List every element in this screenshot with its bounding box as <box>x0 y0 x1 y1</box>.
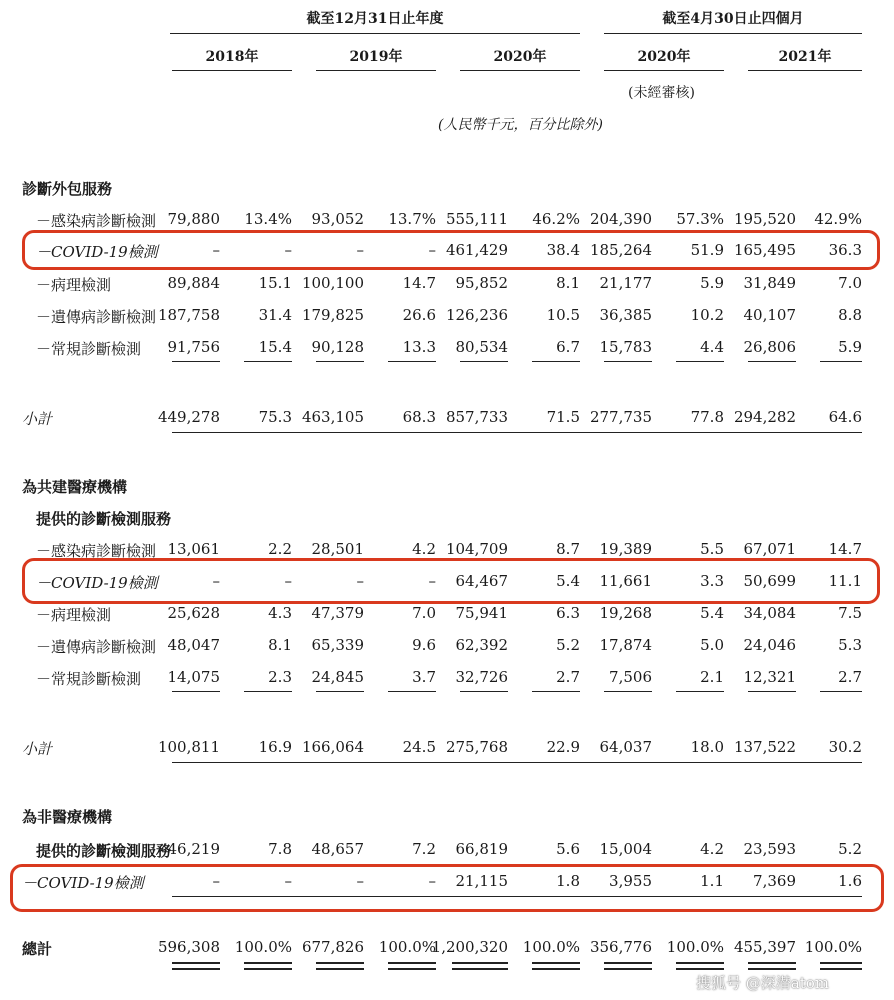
cell: 51.9 <box>690 241 724 259</box>
header-year-rule <box>460 70 580 71</box>
subtotal-rule <box>460 691 508 692</box>
header-year: 2020年 <box>637 49 691 65</box>
table-row <box>0 208 894 232</box>
subtotal-row <box>0 736 894 760</box>
row-label: －遺傳病診斷檢測 <box>36 308 157 326</box>
cell: – <box>428 572 436 590</box>
cell: 126,236 <box>445 306 508 324</box>
cell: 187,758 <box>157 306 220 324</box>
cell: 7,369 <box>753 872 796 890</box>
subtotal-rule <box>316 691 364 692</box>
section-outsourcing: 診斷外包服務 <box>22 180 113 198</box>
cell: 14.7 <box>402 274 436 292</box>
subtotal-rule <box>388 691 436 692</box>
cell: 19,268 <box>599 604 652 622</box>
cell: 3,955 <box>609 872 652 890</box>
cell: 7.2 <box>412 840 436 858</box>
subtotal-rule <box>604 691 652 692</box>
cell: 26.6 <box>402 306 436 324</box>
cell: 137,522 <box>733 738 796 756</box>
cell: 15.4 <box>258 338 292 356</box>
cell: 7.0 <box>412 604 436 622</box>
row-label: －感染病診斷檢測 <box>36 542 157 560</box>
cell: 64,467 <box>455 572 508 590</box>
highlight-box-covid <box>22 230 880 270</box>
cell: 19,389 <box>599 540 652 558</box>
section-non-medical: 為非醫療機構 <box>22 808 113 826</box>
cell: 2.2 <box>268 540 292 558</box>
cell: 104,709 <box>445 540 508 558</box>
cell: 14.7 <box>828 540 862 558</box>
cell: 2.7 <box>556 668 580 686</box>
cell: 46.2% <box>532 210 580 228</box>
cell: 13.3 <box>402 338 436 356</box>
subtotal-rule <box>244 691 292 692</box>
subtotal-rule <box>820 361 862 362</box>
cell: 4.2 <box>412 540 436 558</box>
cell: 165,495 <box>733 241 796 259</box>
cell: – <box>212 572 220 590</box>
cell: 77.8 <box>690 408 724 426</box>
row-label: 總計 <box>22 940 53 958</box>
subtotal-rule <box>532 361 580 362</box>
cell: – <box>356 241 364 259</box>
cell: 64,037 <box>599 738 652 756</box>
cell: 93,052 <box>311 210 364 228</box>
section-partner-institutions: 為共建醫療機構 <box>22 478 128 496</box>
cell: 100,100 <box>301 274 364 292</box>
subtotal-rule <box>748 691 796 692</box>
cell: 463,105 <box>301 408 364 426</box>
cell: 13,061 <box>167 540 220 558</box>
cell: 7.5 <box>838 604 862 622</box>
row-label: 提供的診斷檢測服務 <box>36 842 172 860</box>
row-label: －遺傳病診斷檢測 <box>36 638 157 656</box>
cell: 356,776 <box>589 938 652 956</box>
cell: – <box>356 872 364 890</box>
cell: 100.0% <box>522 938 580 956</box>
row-label: －常規診斷檢測 <box>36 670 142 688</box>
cell: 275,768 <box>445 738 508 756</box>
cell: 277,735 <box>589 408 652 426</box>
cell: 449,278 <box>157 408 220 426</box>
cell: 64.6 <box>828 408 862 426</box>
cell: 8.7 <box>556 540 580 558</box>
row-label: －COVID-19檢測 <box>22 874 144 892</box>
header-year: 2018年 <box>205 49 259 65</box>
cell: 2.7 <box>838 668 862 686</box>
subtotal-row <box>0 406 894 430</box>
row-label: －病理檢測 <box>36 276 112 294</box>
cell: 100.0% <box>666 938 724 956</box>
highlight-box-covid <box>10 864 884 912</box>
cell: 24,046 <box>743 636 796 654</box>
header-group-four-months: 截至4月30日止四個月 <box>662 11 804 27</box>
subtotal-bottom-rule <box>172 432 862 433</box>
cell: – <box>212 872 220 890</box>
total-row <box>0 936 894 960</box>
cell: 48,047 <box>167 636 220 654</box>
cell: 71.5 <box>546 408 580 426</box>
cell: 24.5 <box>402 738 436 756</box>
cell: 30.2 <box>828 738 862 756</box>
cell: 5.4 <box>556 572 580 590</box>
cell: 6.7 <box>556 338 580 356</box>
header-group-year-end: 截至12月31日止年度 <box>306 11 444 27</box>
row-label: －常規診斷檢測 <box>36 340 142 358</box>
highlight-box-covid <box>22 558 880 604</box>
cell: 5.9 <box>700 274 724 292</box>
cell: 32,726 <box>455 668 508 686</box>
cell: 3.3 <box>700 572 724 590</box>
total-double-rule <box>172 962 220 970</box>
cell: 21,115 <box>455 872 508 890</box>
subtotal-rule <box>388 361 436 362</box>
table-row <box>0 838 894 862</box>
row-label: －病理檢測 <box>36 606 112 624</box>
cell: 179,825 <box>301 306 364 324</box>
cell: 26,806 <box>743 338 796 356</box>
cell: 28,501 <box>311 540 364 558</box>
cell: 22.9 <box>546 738 580 756</box>
cell: 17,874 <box>599 636 652 654</box>
cell: 596,308 <box>157 938 220 956</box>
subtotal-rule <box>676 361 724 362</box>
cell: 24,845 <box>311 668 364 686</box>
cell: 47,379 <box>311 604 364 622</box>
section-partner-institutions-sub: 提供的診斷檢測服務 <box>36 510 172 528</box>
cell: 185,264 <box>589 241 652 259</box>
cell: 9.6 <box>412 636 436 654</box>
cell: 1.1 <box>700 872 724 890</box>
cell: 34,084 <box>743 604 796 622</box>
cell: 5.2 <box>838 840 862 858</box>
cell: 195,520 <box>733 210 796 228</box>
cell: – <box>356 572 364 590</box>
subtotal-rule <box>820 691 862 692</box>
total-double-rule <box>748 962 796 970</box>
cell: 10.5 <box>546 306 580 324</box>
cell: 5.6 <box>556 840 580 858</box>
cell: 555,111 <box>445 210 508 228</box>
total-double-rule <box>532 962 580 970</box>
cell: 4.3 <box>268 604 292 622</box>
subtotal-rule <box>244 361 292 362</box>
cell: 100.0% <box>378 938 436 956</box>
cell: 3.7 <box>412 668 436 686</box>
row-label: －COVID-19檢測 <box>36 574 158 592</box>
cell: – <box>428 872 436 890</box>
watermark: 搜狐号 @深潜atom <box>696 974 829 992</box>
header-group-year-end-rule <box>170 33 580 34</box>
cell: 5.3 <box>838 636 862 654</box>
row-label: 小計 <box>22 740 53 758</box>
cell: 204,390 <box>589 210 652 228</box>
cell: 4.4 <box>700 338 724 356</box>
subtotal-rule <box>676 691 724 692</box>
cell: – <box>284 572 292 590</box>
cell: 36.3 <box>828 241 862 259</box>
cell: 11.1 <box>828 572 862 590</box>
cell: 6.3 <box>556 604 580 622</box>
cell: 100,811 <box>157 738 220 756</box>
cell: 5.0 <box>700 636 724 654</box>
cell: 461,429 <box>445 241 508 259</box>
subtotal-rule <box>604 361 652 362</box>
total-double-rule <box>820 962 862 970</box>
subtotal-rule <box>316 361 364 362</box>
cell: 7,506 <box>609 668 652 686</box>
total-double-rule <box>604 962 652 970</box>
table-row <box>0 272 894 296</box>
cell: 857,733 <box>445 408 508 426</box>
cell: 42.9% <box>814 210 862 228</box>
row-label: 小計 <box>22 410 53 428</box>
cell: 12,321 <box>743 668 796 686</box>
cell: 38.4 <box>546 241 580 259</box>
cell: 75.3 <box>258 408 292 426</box>
header-year-rule <box>604 70 724 71</box>
total-double-rule <box>244 962 292 970</box>
cell: 14,075 <box>167 668 220 686</box>
header-year: 2020年 <box>493 49 547 65</box>
cell: 8.1 <box>556 274 580 292</box>
cell: 7.8 <box>268 840 292 858</box>
cell: 166,064 <box>301 738 364 756</box>
cell: 90,128 <box>311 338 364 356</box>
cell: 67,071 <box>743 540 796 558</box>
row-label: －COVID-19檢測 <box>36 243 158 261</box>
cell: 4.2 <box>700 840 724 858</box>
cell: – <box>212 241 220 259</box>
cell: 100.0% <box>804 938 862 956</box>
cell: 16.9 <box>258 738 292 756</box>
cell: 31.4 <box>258 306 292 324</box>
cell: 8.8 <box>838 306 862 324</box>
cell: 48,657 <box>311 840 364 858</box>
table-row <box>0 304 894 328</box>
total-double-rule <box>388 962 436 970</box>
cell: – <box>284 241 292 259</box>
cell: 80,534 <box>455 338 508 356</box>
cell: 10.2 <box>690 306 724 324</box>
cell: 66,819 <box>455 840 508 858</box>
cell: 100.0% <box>234 938 292 956</box>
unaudited-note: (未經審核) <box>628 85 695 101</box>
cell: 5.9 <box>838 338 862 356</box>
cell: 23,593 <box>743 840 796 858</box>
subtotal-bottom-rule <box>172 762 862 763</box>
cell: 1.6 <box>838 872 862 890</box>
table-row <box>0 602 894 626</box>
cell: 46,219 <box>167 840 220 858</box>
cell: – <box>428 241 436 259</box>
cell: 11,661 <box>599 572 652 590</box>
cell: 13.4% <box>244 210 292 228</box>
cell: – <box>284 872 292 890</box>
subtotal-rule <box>460 361 508 362</box>
subtotal-rule <box>532 691 580 692</box>
header-year-rule <box>748 70 862 71</box>
cell: 91,756 <box>167 338 220 356</box>
header-year-rule <box>172 70 292 71</box>
row-label: －感染病診斷檢測 <box>36 212 157 230</box>
subtotal-rule <box>172 361 220 362</box>
cell: 13.7% <box>388 210 436 228</box>
total-double-rule <box>452 962 508 970</box>
cell: 25,628 <box>167 604 220 622</box>
cell: 7.0 <box>838 274 862 292</box>
table-row <box>0 336 894 360</box>
table-row <box>0 666 894 690</box>
cell: 40,107 <box>743 306 796 324</box>
cell: 62,392 <box>455 636 508 654</box>
cell: 15.1 <box>258 274 292 292</box>
cell: 455,397 <box>733 938 796 956</box>
units-note: (人民幣千元，百分比除外) <box>438 117 603 133</box>
cell: 18.0 <box>690 738 724 756</box>
table-row <box>0 634 894 658</box>
cell: 21,177 <box>599 274 652 292</box>
total-double-rule <box>316 962 364 970</box>
cell: 15,004 <box>599 840 652 858</box>
cell: 1.8 <box>556 872 580 890</box>
subtotal-rule <box>172 691 220 692</box>
cell: 31,849 <box>743 274 796 292</box>
cell: 68.3 <box>402 408 436 426</box>
cell: 75,941 <box>455 604 508 622</box>
cell: 2.1 <box>700 668 724 686</box>
cell: 95,852 <box>455 274 508 292</box>
cell: 15,783 <box>599 338 652 356</box>
cell: 5.4 <box>700 604 724 622</box>
header-group-four-months-rule <box>604 33 862 34</box>
cell: 5.2 <box>556 636 580 654</box>
header-year: 2021年 <box>778 49 832 65</box>
cell: 677,826 <box>301 938 364 956</box>
cell: 89,884 <box>167 274 220 292</box>
cell: 50,699 <box>743 572 796 590</box>
cell: 5.5 <box>700 540 724 558</box>
cell: 294,282 <box>733 408 796 426</box>
cell: 1,200,320 <box>431 938 508 956</box>
cell: 65,339 <box>311 636 364 654</box>
cell: 8.1 <box>268 636 292 654</box>
cell: 57.3% <box>676 210 724 228</box>
subtotal-rule <box>748 361 796 362</box>
header-year: 2019年 <box>349 49 403 65</box>
total-double-rule <box>676 962 724 970</box>
cell: 36,385 <box>599 306 652 324</box>
header-year-rule <box>316 70 436 71</box>
cell: 79,880 <box>167 210 220 228</box>
cell: 2.3 <box>268 668 292 686</box>
